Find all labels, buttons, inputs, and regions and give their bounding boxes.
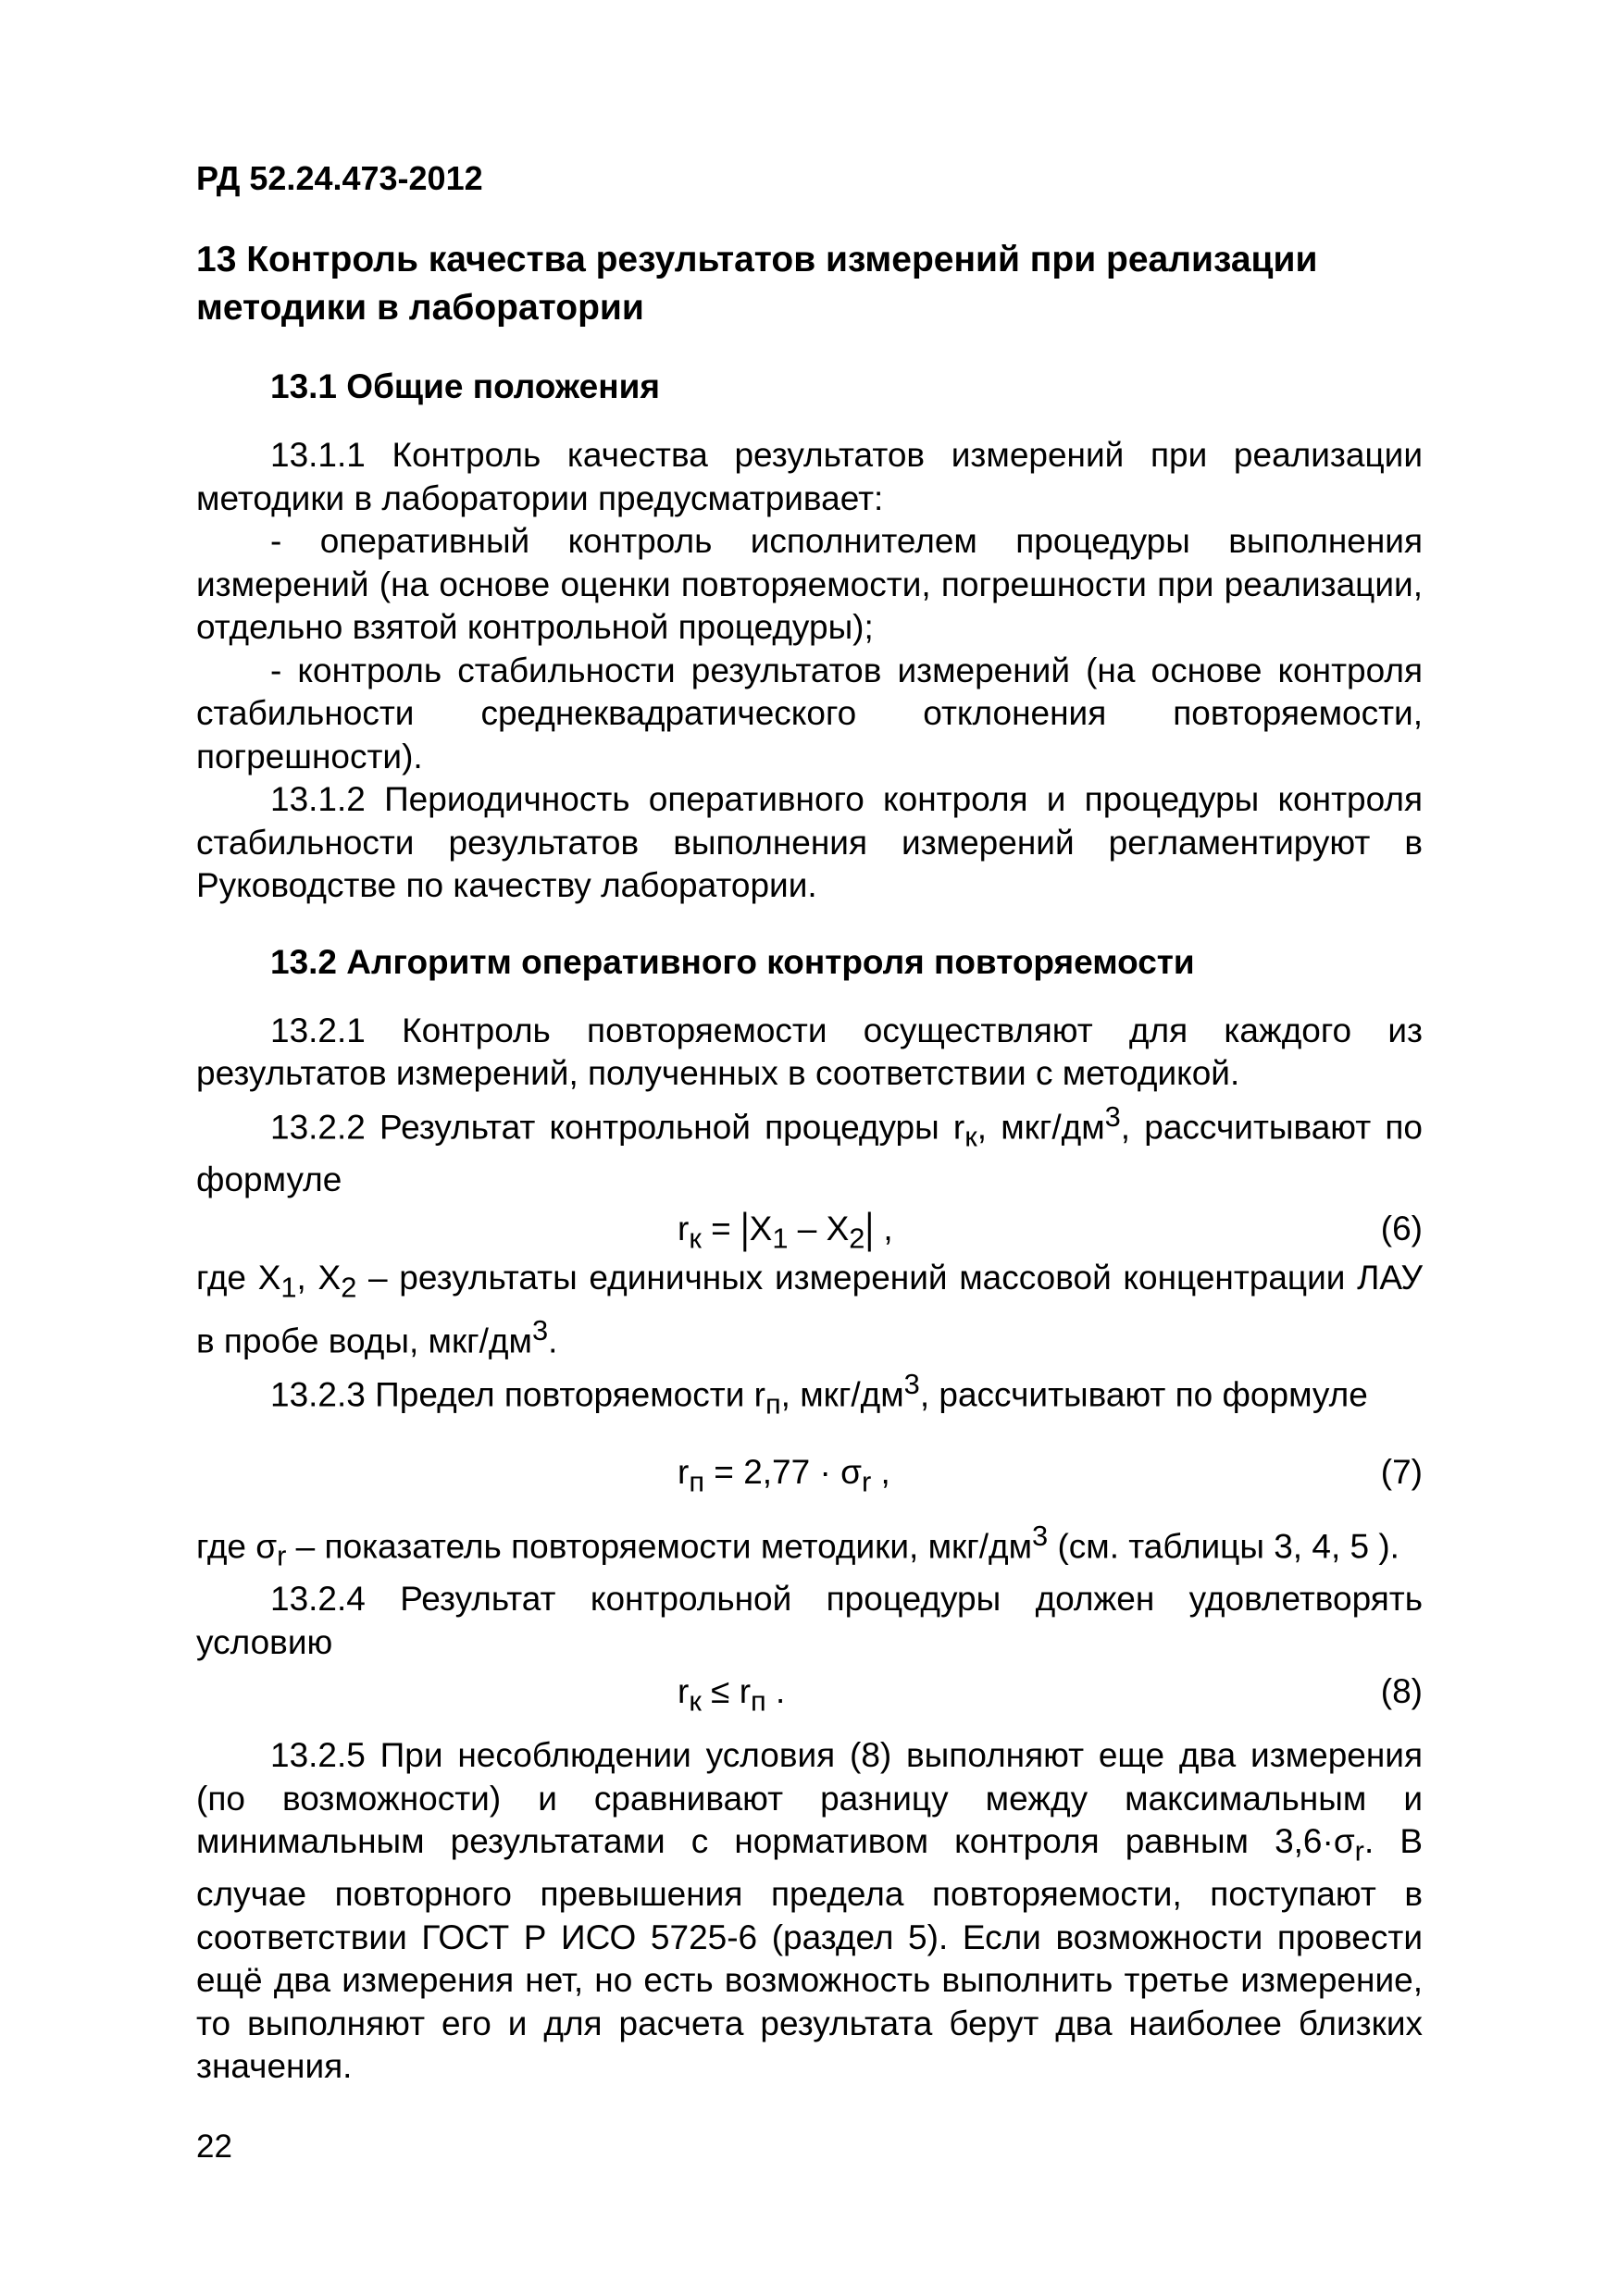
equation-number-8: (8) <box>1380 1672 1423 1711</box>
spacer <box>196 908 1423 941</box>
paragraph-13-2-1: 13.2.1 Контроль повторяемости осуществляют для каждого из результатов измерений, полученных в соответствии с методикой. <box>196 1011 1423 1092</box>
abs-open-bar: | <box>740 1204 750 1253</box>
section-13-heading: 13 Контроль качества результатов измерений при реализации методики в лаборатории <box>196 240 1318 328</box>
formula-8-row <box>196 1664 1423 1719</box>
formula-6-explanation: где $X_1$, $X_2$ – результаты единичных измерений массовой концентрации ЛАУ в пробе воды, мкг/$дм^3$. <box>196 1259 1423 1360</box>
paragraph-13-1-2: 13.1.2 Периодичность оперативного контроля и процедуры контроля стабильности результатов выполнения измерений регламентируют в Руководстве по качеству лаборатории. <box>196 780 1423 904</box>
spacer <box>196 1719 1423 1734</box>
formula-7-row <box>196 1445 1423 1500</box>
formula-8: $r_к \le r_п$ . <box>678 1672 786 1718</box>
formula-7-explanation: где $\sigma_r$ – показатель повторяемости методики, мкг/$дм^3$ (см. таблицы 3, 4, 5 ). <box>196 1520 1399 1572</box>
list-item-operative-control: - оперативный контроль исполнителем процедуры выполнения измерений (на основе оценки повторяемости, погрешности при реализации, отдельно взятой контрольной процедуры); <box>196 522 1423 646</box>
document-body <box>196 236 1423 2089</box>
paragraph-13-2-5: 13.2.5 При несоблюдении условия (8) выполняют еще два измерения (по возможности) и сравнивают разницу между максимальным и минимальным результатами с нормативом контроля равным $3,6\cdot\sigma_r$. В случае повторного превышения предела повторяемости, поступают в соответствии ГОСТ Р ИСО 5725-6 (раздел 5). Если возможности провести ещё два измерения нет, но есть возможность выполнить третье измерение, то выполняют его и для расчета результата берут два наиболее близких значения. <box>196 1736 1423 2086</box>
section-13-1-heading: 13.1 Общие положения <box>270 367 660 405</box>
formula-6: $r_к = |X_1 - X_2|$ , <box>678 1201 893 1266</box>
paragraph-13-2-3: 13.2.3 Предел повторяемости $r_п$, мкг/$дм^3$, рассчитывают по формуле <box>270 1367 1368 1421</box>
paragraph-13-1-1: 13.1.1 Контроль качества результатов измерений при реализации методики в лаборатории предусматривает: <box>196 436 1423 517</box>
formula-6-row <box>196 1201 1423 1257</box>
list-item-stability-control: - контроль стабильности результатов измерений (на основе контроля стабильности среднеквадратического отклонения повторяемости, погрешности). <box>196 651 1423 776</box>
spacer <box>196 1426 1423 1445</box>
equation-number-6: (6) <box>1380 1210 1423 1248</box>
equation-number-7: (7) <box>1380 1453 1423 1492</box>
page-number: 22 <box>196 2128 232 2165</box>
paragraph-13-2-2: 13.2.2 Результат контрольной процедуры $r_к$, мкг/$дм^3$, рассчитывают по формуле <box>196 1099 1423 1198</box>
section-13-2-heading: 13.2 Алгоритм оперативного контроля повторяемости <box>270 942 1195 981</box>
paragraph-13-2-4: 13.2.4 Результат контрольной процедуры должен удовлетворять условию <box>196 1580 1423 1661</box>
document-code: РД 52.24.473-2012 <box>196 159 483 197</box>
abs-close-bar: | <box>864 1204 875 1253</box>
formula-7: $r_п = 2,77 \cdot \sigma_r$ , <box>678 1453 890 1498</box>
